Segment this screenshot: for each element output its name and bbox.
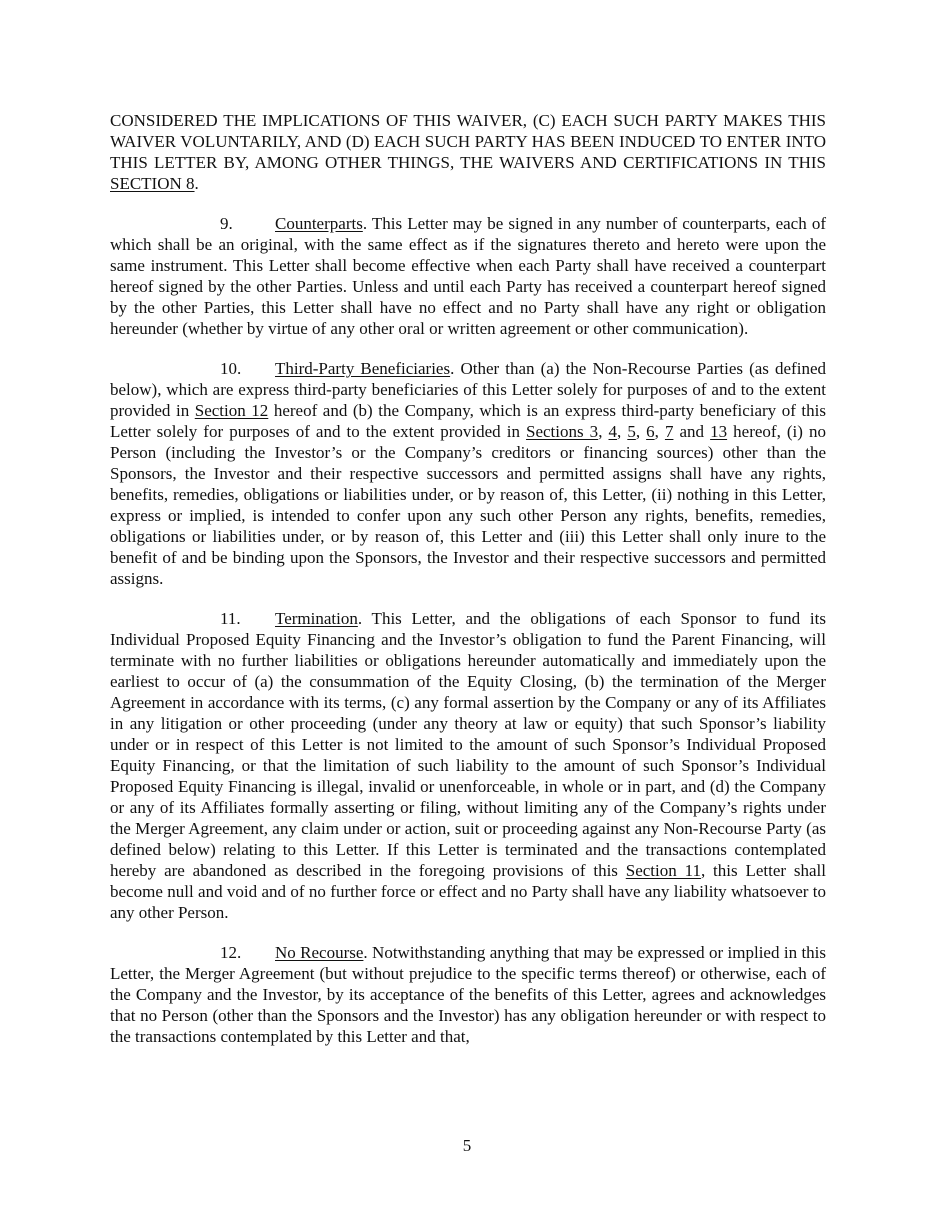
- section-number: 11.: [220, 609, 241, 628]
- section-8-reference: SECTION 8: [110, 174, 195, 193]
- document-body: [110, 110, 826, 1066]
- page-number: 5: [462, 1136, 472, 1155]
- section-12-paragraph: 12. No Recourse. Notwithstanding anything that may be expressed or implied in this Letter, the Merger Agreement (but without prejudice to the specific terms thereof) or otherwise, each of the Company and the Investor, by its acceptance of the benefits of this Letter, agrees and acknowledges that no Person (other than the Sponsors and the Investor) has any obligation hereunder or with respect to the transactions contemplated by this Letter and that,: [110, 943, 827, 1046]
- section-heading: No Recourse: [275, 943, 364, 962]
- section-9-paragraph: 9. Counterparts. This Letter may be signed in any number of counterparts, each of which shall be an original, with the same effect as if the signatures thereto and hereto were upon the same instrument. This Letter shall become effective when each Party shall have received a counterpart hereof signed by the other Parties. Unless and until each Party has received a counterpart hereof signed by the other Parties, this Letter shall have no effect and no Party shall have any right or obligation hereunder (whether by virtue of any other oral or written agreement or other communication).: [110, 214, 826, 338]
- section-reference: 4: [608, 422, 617, 441]
- continuation-text: CONSIDERED THE IMPLICATIONS OF THIS WAIVER, (C) EACH SUCH PARTY MAKES THIS WAIVER VOLUNTARILY, AND (D) EACH SUCH PARTY HAS BEEN INDUCED TO ENTER INTO THIS LETTER BY, AMONG OTHER THINGS, THE WAIVERS AND CERTIFICATIONS IN THIS: [110, 111, 826, 172]
- section-heading: Counterparts: [275, 214, 363, 233]
- section-11-paragraph: 11. Termination. This Letter, and the obligations of each Sponsor to fund its Individual Proposed Equity Financing and the Investor’s obligation to fund the Parent Financing, will terminate with no further liabilities or obligations hereunder automatically and immediately upon the earliest to occur of (a) the consummation of the Equity Closing, (b) the termination of the Merger Agreement in accordance with its terms, (c) any formal assertion by the Company or any of its Affiliates in any litigation or other proceeding (under any theory at law or equity) that such Sponsor’s liability under or in respect of this Letter is not limited to the amount of such Sponsor’s Individual Proposed Equity Financing, or that the limitation of such liability to the amount of such Sponsor’s Individual Proposed Equity Financing is illegal, invalid or unenforceable, in whole or in part, and (d) the Company or any of its Affiliates formally asserting or filing, without limiting any of the Company’s rights under the Merger Agreement, any claim under or action, suit or proceeding against any Non-Recourse Party (as defined below) relating to this Letter. If this Letter is terminated and the transactions contemplated hereby are abandoned as described in the foregoing provisions of this Section 11, this Letter shall become null and void and of no further force or effect and no Party shall have any liability whatsoever to any other Person.: [110, 609, 826, 922]
- section-10-paragraph: 10. Third-Party Beneficiaries. Other than (a) the Non-Recourse Parties (as defined below), which are express third-party beneficiaries of this Letter solely for purposes of and to the extent provided in Section 12 hereof and (b) the Company, which is an express third-party beneficiary of this Letter solely for purposes of and to the extent provided in Sections 3, 4, 5, 6, 7 and 13 hereof, (i) no Person (including the Investor’s or the Company’s creditors or financing sources) other than the Sponsors, the Investor and their respective successors and permitted assigns shall have any rights, benefits, remedies, obligations or liabilities under, or by reason of, this Letter, (ii) nothing in this Letter, express or implied, is intended to confer upon any such other Person any rights, benefits, remedies, obligations or liabilities under, or by reason of, this Letter and (iii) this Letter shall only inure to the benefit of and be binding upon the Sponsors, the Investor and their respective successors and permitted assigns.: [110, 359, 827, 588]
- section-reference: 7: [664, 422, 674, 441]
- section-reference: 6: [646, 422, 655, 441]
- section-reference: 5: [627, 422, 636, 441]
- section-heading: Third-Party Beneficiaries: [275, 359, 451, 378]
- section-heading: Termination: [275, 609, 358, 628]
- section-reference: Section 12: [194, 401, 269, 420]
- section-reference: Sections 3: [526, 422, 599, 441]
- section-reference: Section 11: [625, 861, 701, 880]
- waiver-continuation-paragraph: CONSIDERED THE IMPLICATIONS OF THIS WAIVER, (C) EACH SUCH PARTY MAKES THIS WAIVER VOLUNTARILY, AND (D) EACH SUCH PARTY HAS BEEN INDUCED TO ENTER INTO THIS LETTER BY, AMONG OTHER THINGS, THE WAIVERS AND CERTIFICATIONS IN THIS SECTION 8.: [110, 111, 826, 193]
- section-number: 12.: [220, 943, 242, 962]
- section-number: 10.: [220, 359, 242, 378]
- section-number: 9.: [220, 214, 233, 233]
- section-reference: 13: [710, 422, 728, 441]
